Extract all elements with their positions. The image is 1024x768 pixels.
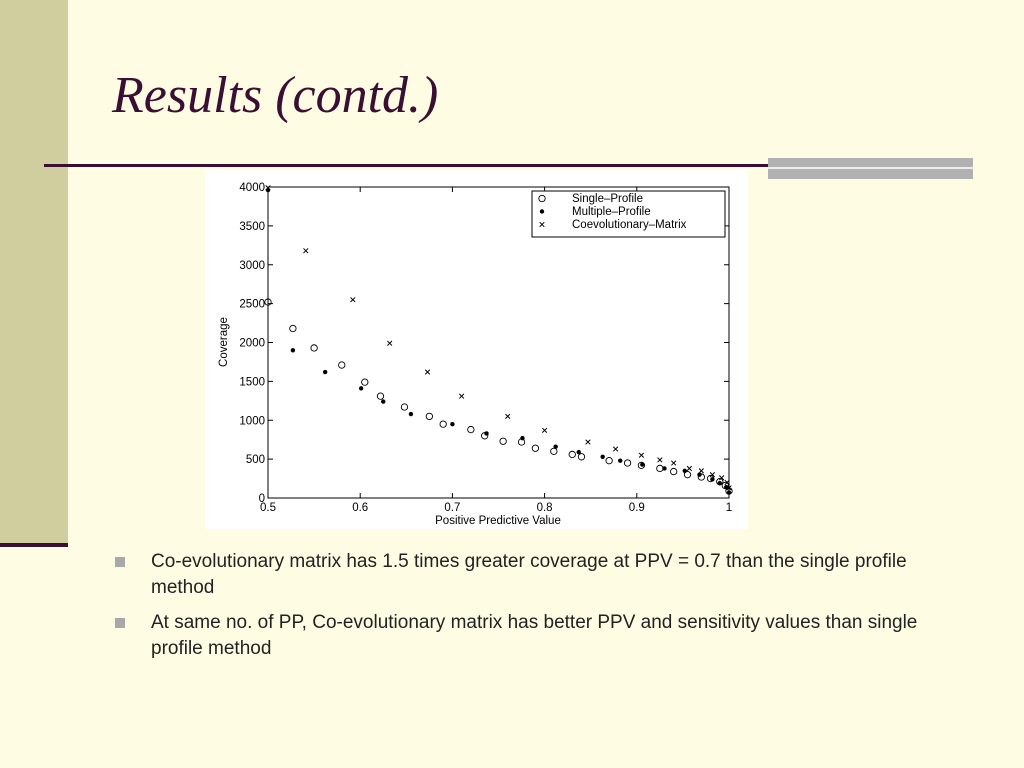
data-point	[718, 481, 722, 485]
data-point	[618, 458, 622, 462]
data-point	[600, 455, 604, 459]
data-point	[290, 325, 296, 331]
data-point	[323, 370, 327, 374]
data-point	[639, 453, 644, 458]
data-point	[311, 345, 317, 351]
decorative-stripe-gap	[768, 167, 973, 169]
legend-label: Coevolutionary–Matrix	[572, 219, 687, 231]
data-point	[553, 444, 557, 448]
data-point	[671, 461, 676, 466]
data-point	[551, 448, 557, 454]
data-point	[569, 451, 575, 457]
data-point	[291, 348, 295, 352]
data-point	[640, 462, 644, 466]
y-tick-label: 3000	[239, 259, 265, 272]
data-point	[657, 465, 663, 471]
data-point	[387, 341, 392, 346]
data-point	[613, 447, 618, 452]
legend-marker	[540, 209, 544, 213]
x-tick-label: 0.7	[444, 502, 461, 514]
data-point	[401, 404, 407, 410]
data-point	[662, 466, 666, 470]
x-tick-label: 1	[725, 502, 733, 514]
x-axis-label: Positive Predictive Value	[435, 515, 561, 527]
data-point	[624, 460, 630, 466]
bullet-square-icon	[115, 618, 125, 628]
data-point	[577, 450, 581, 454]
y-tick-label: 500	[245, 454, 265, 467]
data-point	[339, 362, 345, 368]
data-point	[532, 445, 538, 451]
data-point	[670, 468, 676, 474]
y-tick-label: 1500	[239, 376, 265, 389]
data-point	[377, 393, 383, 399]
data-point	[304, 248, 309, 253]
y-tick-label: 3500	[239, 220, 265, 233]
data-point	[520, 436, 524, 440]
data-point	[683, 469, 687, 473]
data-point	[425, 370, 430, 375]
data-point	[542, 428, 547, 433]
x-tick-label: 0.9	[628, 502, 645, 514]
bullet-list	[113, 549, 943, 671]
data-point	[687, 466, 692, 471]
data-point	[468, 426, 474, 432]
data-point	[381, 399, 385, 403]
chart-figure	[205, 170, 748, 529]
data-point	[359, 386, 363, 390]
left-accent-rule	[0, 543, 68, 547]
data-point	[658, 458, 663, 463]
data-point	[484, 431, 488, 435]
data-point	[606, 457, 612, 463]
data-point	[505, 414, 510, 419]
data-point	[459, 394, 464, 399]
data-point	[409, 412, 413, 416]
y-axis-label: Coverage	[218, 317, 230, 367]
x-tick-label: 0.5	[260, 502, 276, 514]
legend-label: Single–Profile	[572, 193, 643, 205]
data-point	[450, 422, 454, 426]
legend-label: Multiple–Profile	[572, 206, 651, 218]
y-tick-label: 2000	[239, 337, 265, 350]
data-point	[710, 477, 714, 481]
bullet-item	[113, 610, 943, 662]
bullet-item	[113, 549, 943, 601]
bullet-square-icon	[115, 557, 125, 567]
x-tick-label: 0.6	[352, 502, 369, 514]
data-point	[351, 297, 356, 302]
slide-title: Results (contd.)	[112, 67, 439, 124]
left-accent-bar	[0, 0, 68, 545]
data-point	[500, 438, 506, 444]
data-point	[426, 413, 432, 419]
y-tick-label: 2500	[239, 298, 265, 311]
y-tick-label: 4000	[239, 182, 265, 194]
data-point	[362, 379, 368, 385]
data-point	[440, 421, 446, 427]
bullet-text: Co-evolutionary matrix has 1.5 times greater coverage at PPV = 0.7 than the single profile method	[151, 551, 907, 598]
data-point	[578, 454, 584, 460]
title-underline	[44, 164, 768, 167]
x-tick-label: 0.8	[536, 502, 553, 514]
data-point	[586, 440, 591, 445]
data-point	[699, 468, 704, 473]
bullet-text: At same no. of PP, Co-evolutionary matrix has better PPV and sensitivity values than single profile method	[151, 612, 918, 659]
y-tick-label: 0	[258, 493, 265, 505]
y-tick-label: 1000	[239, 415, 265, 428]
scatter-chart	[205, 170, 748, 529]
chart-legend	[532, 191, 725, 237]
